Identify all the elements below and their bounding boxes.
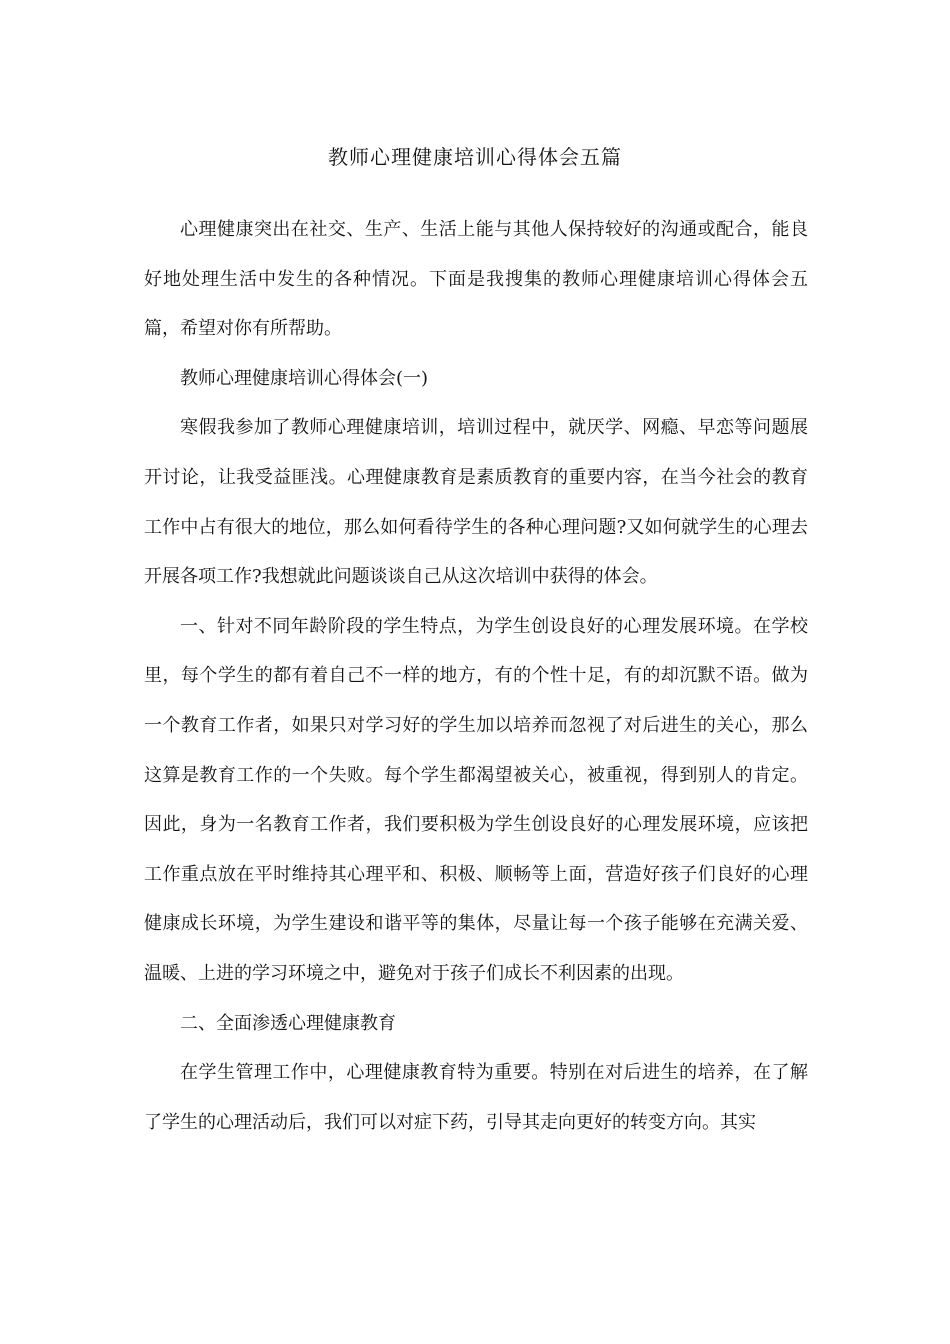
body-paragraph: 一、针对不同年龄阶段的学生特点，为学生创设良好的心理发展环境。在学校里，每个学生的都有着自己不一样的地方，有的个性十足，有的却沉默不语。做为一个教育工作者，如果只对学习好的学生加以培养而忽视了对后进生的关心，那么这算是教育工作的一个失败。每个学生都渴望被关心，被重视，得到别人的肯定。因此，身为一名教育工作者，我们要积极为学生创设良好的心理发展环境，应该把工作重点放在平时维持其心理平和、积极、顺畅等上面，营造好孩子们良好的心理健康成长环境，为学生建设和谐平等的集体，尽量让每一个孩子能够在充满关爱、温暖、上进的学习环境之中，避免对于孩子们成长不利因素的出现。 <box>144 615 808 984</box>
intro-paragraph: 心理健康突出在社交、生产、生活上能与其他人保持较好的沟通或配合，能良好地处理生活中发生的各种情况。下面是我搜集的教师心理健康培训心得体会五篇，希望对你有所帮助。 <box>144 219 808 340</box>
section-heading-1: 教师心理健康培训心得体会(一) <box>180 367 429 389</box>
body-paragraph: 在学生管理工作中，心理健康教育特为重要。特别在对后进生的培养，在了解了学生的心理活动后，我们可以对症下药，引导其走向更好的转变方向。其实 <box>144 1062 808 1133</box>
body-paragraph: 寒假我参加了教师心理健康培训，培训过程中，就厌学、网瘾、早恋等问题展开讨论，让我受益匪浅。心理健康教育是素质教育的重要内容，在当今社会的教育工作中占有很大的地位，那么如何看待学生的各种心理问题?又如何就学生的心理去开展各项工作?我想就此问题谈谈自己从这次培训中获得的体会。 <box>144 417 808 588</box>
subsection-heading-2: 二、全面渗透心理健康教育 <box>180 1012 396 1034</box>
document-title: 教师心理健康培训心得体会五篇 <box>328 145 622 169</box>
document-body <box>144 205 808 1147</box>
